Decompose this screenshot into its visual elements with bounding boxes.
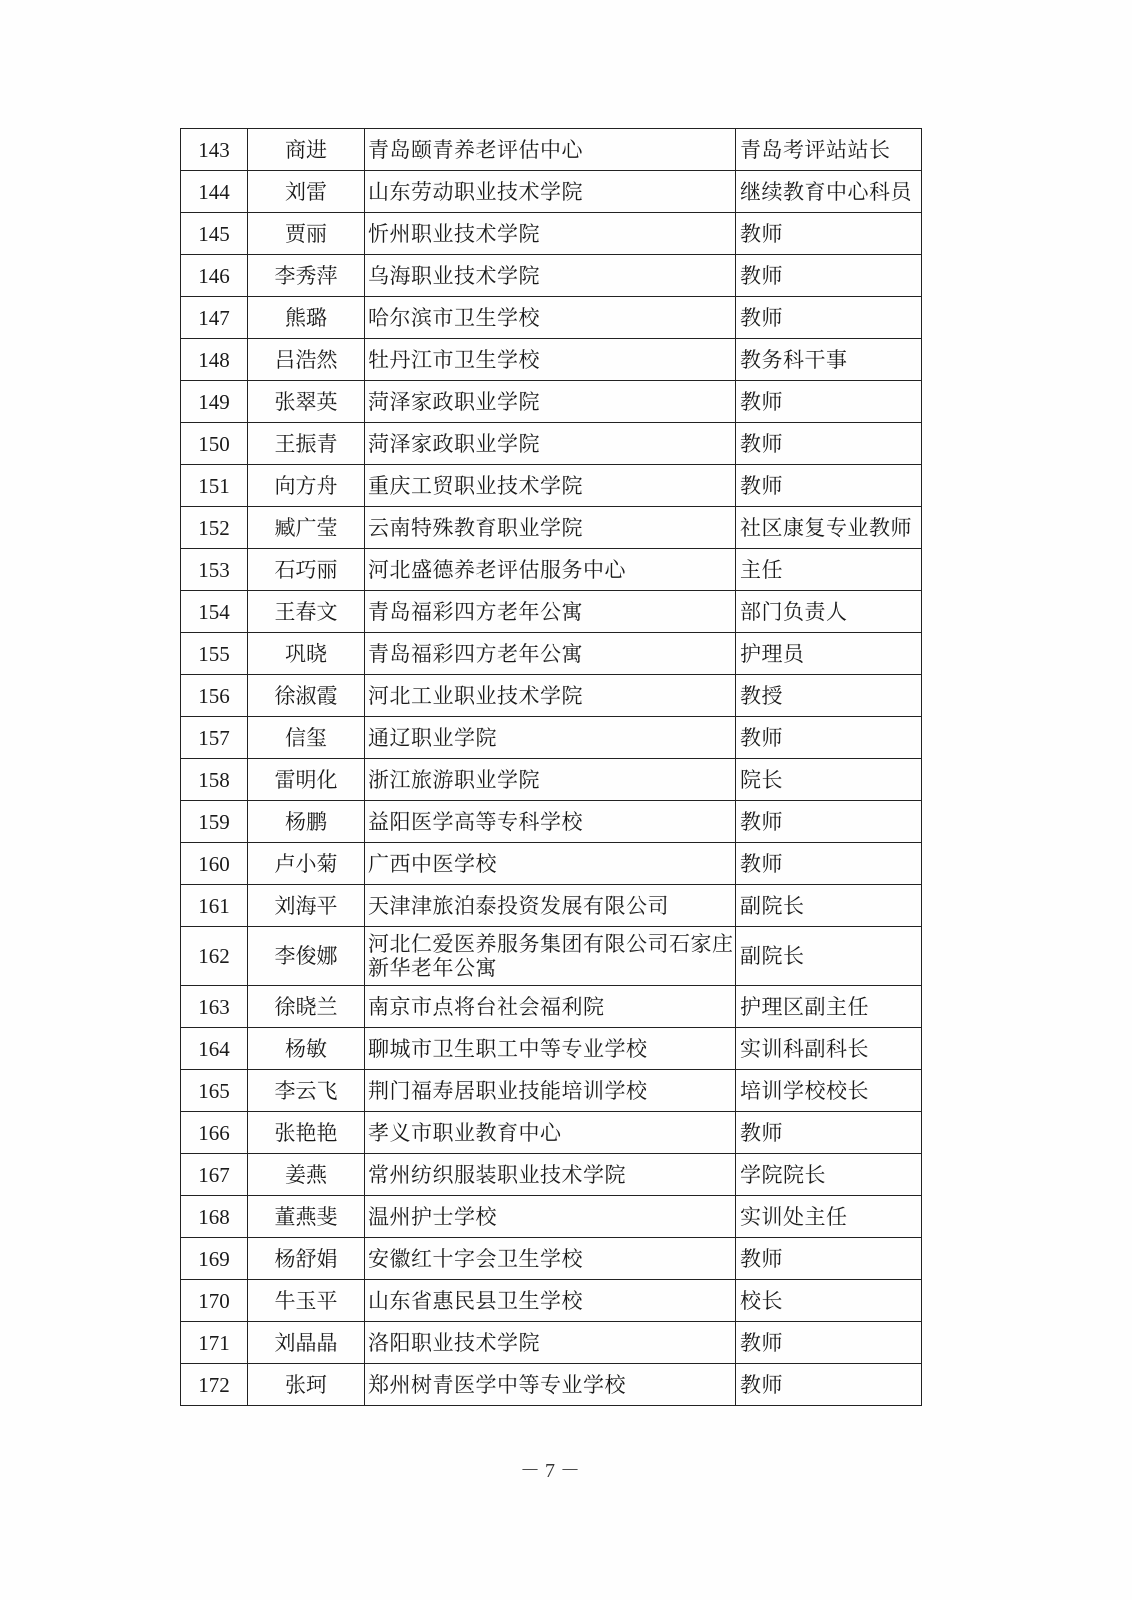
name-cell: 张艳艳	[248, 1112, 365, 1154]
row-number-cell: 156	[181, 675, 248, 717]
table-row	[181, 1364, 922, 1406]
name-cell: 贾丽	[248, 213, 365, 255]
organization-cell: 天津津旅泊泰投资发展有限公司	[365, 885, 736, 927]
table-row	[181, 801, 922, 843]
row-number-cell: 158	[181, 759, 248, 801]
name-cell: 张珂	[248, 1364, 365, 1406]
job-title-cell: 护理员	[736, 633, 922, 675]
name-cell: 杨舒娟	[248, 1238, 365, 1280]
job-title-cell: 副院长	[736, 885, 922, 927]
table-row	[181, 1280, 922, 1322]
organization-cell: 青岛福彩四方老年公寓	[365, 633, 736, 675]
name-cell: 李秀萍	[248, 255, 365, 297]
job-title-cell: 副院长	[736, 927, 922, 986]
organization-cell: 河北仁爱医养服务集团有限公司石家庄新华老年公寓	[365, 927, 736, 986]
table-row	[181, 927, 922, 986]
table-row	[181, 843, 922, 885]
organization-cell: 温州护士学校	[365, 1196, 736, 1238]
table-row	[181, 381, 922, 423]
row-number-cell: 162	[181, 927, 248, 986]
row-number-cell: 171	[181, 1322, 248, 1364]
organization-cell: 广西中医学校	[365, 843, 736, 885]
job-title-cell: 部门负责人	[736, 591, 922, 633]
job-title-cell: 教师	[736, 717, 922, 759]
job-title-cell: 教师	[736, 381, 922, 423]
name-cell: 吕浩然	[248, 339, 365, 381]
organization-cell: 孝义市职业教育中心	[365, 1112, 736, 1154]
name-cell: 李云飞	[248, 1070, 365, 1112]
name-cell: 李俊娜	[248, 927, 365, 986]
job-title-cell: 培训学校校长	[736, 1070, 922, 1112]
job-title-cell: 青岛考评站站长	[736, 129, 922, 171]
table-row	[181, 591, 922, 633]
name-cell: 信玺	[248, 717, 365, 759]
row-number-cell: 151	[181, 465, 248, 507]
row-number-cell: 160	[181, 843, 248, 885]
row-number-cell: 166	[181, 1112, 248, 1154]
job-title-cell: 教授	[736, 675, 922, 717]
row-number-cell: 148	[181, 339, 248, 381]
organization-cell: 常州纺织服装职业技术学院	[365, 1154, 736, 1196]
row-number-cell: 150	[181, 423, 248, 465]
job-title-cell: 教师	[736, 255, 922, 297]
row-number-cell: 143	[181, 129, 248, 171]
name-cell: 张翠英	[248, 381, 365, 423]
table-row	[181, 465, 922, 507]
organization-cell: 浙江旅游职业学院	[365, 759, 736, 801]
row-number-cell: 157	[181, 717, 248, 759]
organization-cell: 哈尔滨市卫生学校	[365, 297, 736, 339]
row-number-cell: 164	[181, 1028, 248, 1070]
row-number-cell: 153	[181, 549, 248, 591]
row-number-cell: 159	[181, 801, 248, 843]
organization-cell: 南京市点将台社会福利院	[365, 986, 736, 1028]
table-row	[181, 213, 922, 255]
organization-cell: 洛阳职业技术学院	[365, 1322, 736, 1364]
name-cell: 牛玉平	[248, 1280, 365, 1322]
job-title-cell: 教师	[736, 843, 922, 885]
row-number-cell: 154	[181, 591, 248, 633]
row-number-cell: 145	[181, 213, 248, 255]
table-row	[181, 1028, 922, 1070]
job-title-cell: 主任	[736, 549, 922, 591]
job-title-cell: 教师	[736, 465, 922, 507]
roster-table-body	[181, 129, 922, 1406]
name-cell: 臧广莹	[248, 507, 365, 549]
job-title-cell: 实训科副科长	[736, 1028, 922, 1070]
organization-cell: 河北工业职业技术学院	[365, 675, 736, 717]
name-cell: 商进	[248, 129, 365, 171]
job-title-cell: 护理区副主任	[736, 986, 922, 1028]
organization-cell: 荆门福寿居职业技能培训学校	[365, 1070, 736, 1112]
job-title-cell: 教师	[736, 1322, 922, 1364]
table-row	[181, 171, 922, 213]
table-row	[181, 1154, 922, 1196]
job-title-cell: 学院院长	[736, 1154, 922, 1196]
job-title-cell: 继续教育中心科员	[736, 171, 922, 213]
organization-cell: 云南特殊教育职业学院	[365, 507, 736, 549]
row-number-cell: 163	[181, 986, 248, 1028]
row-number-cell: 152	[181, 507, 248, 549]
table-row	[181, 885, 922, 927]
table-row	[181, 297, 922, 339]
table-row	[181, 633, 922, 675]
name-cell: 巩晓	[248, 633, 365, 675]
job-title-cell: 教师	[736, 1112, 922, 1154]
job-title-cell: 教师	[736, 801, 922, 843]
table-row	[181, 129, 922, 171]
row-number-cell: 165	[181, 1070, 248, 1112]
table-row	[181, 986, 922, 1028]
table-row	[181, 255, 922, 297]
name-cell: 熊璐	[248, 297, 365, 339]
row-number-cell: 170	[181, 1280, 248, 1322]
roster-table	[180, 128, 922, 1406]
row-number-cell: 146	[181, 255, 248, 297]
name-cell: 刘雷	[248, 171, 365, 213]
name-cell: 杨敏	[248, 1028, 365, 1070]
job-title-cell: 社区康复专业教师	[736, 507, 922, 549]
organization-cell: 青岛颐青养老评估中心	[365, 129, 736, 171]
job-title-cell: 院长	[736, 759, 922, 801]
row-number-cell: 161	[181, 885, 248, 927]
name-cell: 杨鹏	[248, 801, 365, 843]
row-number-cell: 155	[181, 633, 248, 675]
table-row	[181, 1196, 922, 1238]
name-cell: 姜燕	[248, 1154, 365, 1196]
row-number-cell: 167	[181, 1154, 248, 1196]
table-row	[181, 717, 922, 759]
organization-cell: 牡丹江市卫生学校	[365, 339, 736, 381]
row-number-cell: 147	[181, 297, 248, 339]
name-cell: 雷明化	[248, 759, 365, 801]
organization-cell: 青岛福彩四方老年公寓	[365, 591, 736, 633]
row-number-cell: 172	[181, 1364, 248, 1406]
job-title-cell: 教师	[736, 1364, 922, 1406]
name-cell: 董燕斐	[248, 1196, 365, 1238]
name-cell: 向方舟	[248, 465, 365, 507]
name-cell: 王振青	[248, 423, 365, 465]
organization-cell: 郑州树青医学中等专业学校	[365, 1364, 736, 1406]
row-number-cell: 144	[181, 171, 248, 213]
table-row	[181, 339, 922, 381]
organization-cell: 菏泽家政职业学院	[365, 423, 736, 465]
page-number: － 7 －	[520, 1460, 580, 1482]
name-cell: 徐晓兰	[248, 986, 365, 1028]
table-row	[181, 1112, 922, 1154]
job-title-cell: 实训处主任	[736, 1196, 922, 1238]
name-cell: 王春文	[248, 591, 365, 633]
organization-cell: 安徽红十字会卫生学校	[365, 1238, 736, 1280]
table-row	[181, 1238, 922, 1280]
row-number-cell: 169	[181, 1238, 248, 1280]
organization-cell: 菏泽家政职业学院	[365, 381, 736, 423]
job-title-cell: 教务科干事	[736, 339, 922, 381]
organization-cell: 益阳医学高等专科学校	[365, 801, 736, 843]
name-cell: 刘晶晶	[248, 1322, 365, 1364]
row-number-cell: 168	[181, 1196, 248, 1238]
organization-cell: 忻州职业技术学院	[365, 213, 736, 255]
table-row	[181, 759, 922, 801]
job-title-cell: 教师	[736, 423, 922, 465]
row-number-cell: 149	[181, 381, 248, 423]
organization-cell: 山东省惠民县卫生学校	[365, 1280, 736, 1322]
table-row	[181, 423, 922, 465]
organization-cell: 河北盛德养老评估服务中心	[365, 549, 736, 591]
name-cell: 徐淑霞	[248, 675, 365, 717]
job-title-cell: 教师	[736, 1238, 922, 1280]
organization-cell: 重庆工贸职业技术学院	[365, 465, 736, 507]
job-title-cell: 校长	[736, 1280, 922, 1322]
table-row	[181, 507, 922, 549]
name-cell: 刘海平	[248, 885, 365, 927]
organization-cell: 聊城市卫生职工中等专业学校	[365, 1028, 736, 1070]
table-row	[181, 1322, 922, 1364]
organization-cell: 山东劳动职业技术学院	[365, 171, 736, 213]
name-cell: 石巧丽	[248, 549, 365, 591]
organization-cell: 通辽职业学院	[365, 717, 736, 759]
table-row	[181, 549, 922, 591]
table-row	[181, 675, 922, 717]
job-title-cell: 教师	[736, 297, 922, 339]
table-row	[181, 1070, 922, 1112]
name-cell: 卢小菊	[248, 843, 365, 885]
organization-cell: 乌海职业技术学院	[365, 255, 736, 297]
job-title-cell: 教师	[736, 213, 922, 255]
